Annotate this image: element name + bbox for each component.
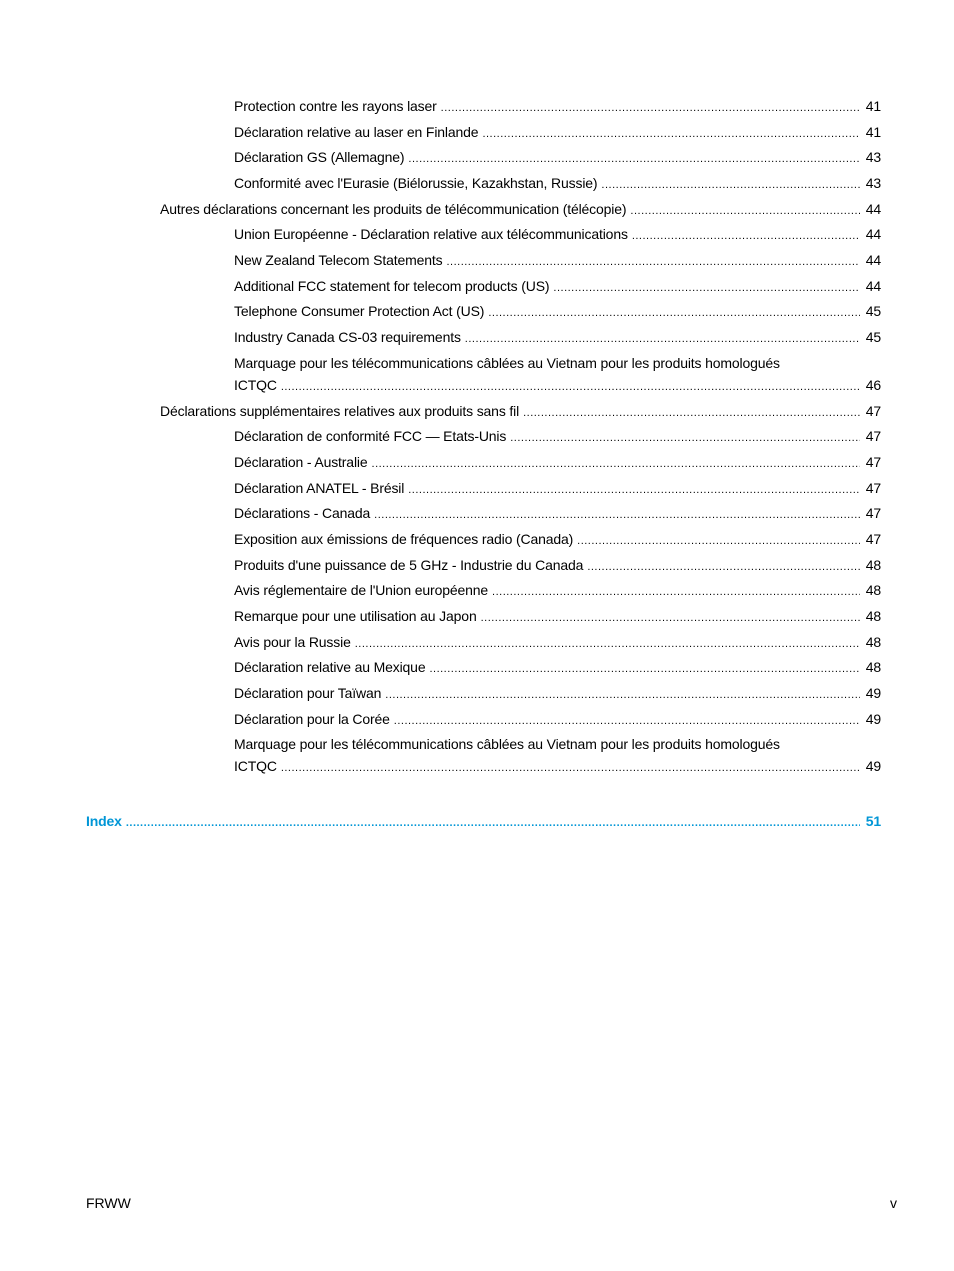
toc-entry-title: Protection contre les rayons laser [234, 98, 437, 114]
toc-entry-title: Avis réglementaire de l'Union européenne [234, 582, 489, 598]
dot-leader [601, 174, 859, 196]
toc-entry-title: Déclarations - Canada [234, 505, 371, 521]
toc-entry[interactable] [234, 425, 881, 449]
dot-leader [465, 328, 860, 350]
toc-entry[interactable] [234, 708, 881, 732]
toc-entry-title: Telephone Consumer Protection Act (US) [234, 303, 485, 319]
toc-entry[interactable] [234, 528, 881, 552]
dot-leader [408, 479, 859, 501]
dot-leader [374, 504, 860, 526]
toc-entry-title: Déclaration GS (Allemagne) [234, 149, 405, 165]
toc-entry-title: Conformité avec l'Eurasie (Biélorussie, Kazakhstan, Russie) [234, 175, 598, 191]
toc-entry[interactable] [234, 605, 881, 629]
dot-leader [372, 453, 860, 475]
dot-leader [408, 148, 859, 170]
toc-entry-title: Déclaration ANATEL - Brésil [234, 480, 405, 496]
dot-leader [281, 376, 860, 398]
toc-entry-page: 48 [865, 634, 881, 650]
dot-leader [488, 302, 859, 324]
toc-entry-page: 46 [865, 377, 881, 393]
toc-entry-page: 47 [865, 454, 881, 470]
toc-index-link[interactable] [86, 810, 881, 834]
toc-entry-title: Déclaration pour la Corée [234, 711, 390, 727]
toc-entry-page: 44 [865, 252, 881, 268]
dot-leader [492, 581, 860, 603]
toc-entry[interactable] [234, 451, 881, 475]
dot-leader [587, 556, 859, 578]
toc-entry-page: 44 [865, 278, 881, 294]
toc-entry-page: 44 [865, 201, 881, 217]
toc-entry-title: Union Européenne - Déclaration relative aux télécommunications [234, 226, 628, 242]
toc-entry-page: 44 [865, 226, 881, 242]
toc-entry-title: Index [86, 813, 122, 829]
toc-entry-title: Produits d'une puissance de 5 GHz - Industrie du Canada [234, 557, 584, 573]
toc-entry[interactable] [234, 554, 881, 578]
toc-entry-title: Additional FCC statement for telecom products (US) [234, 278, 550, 294]
dot-leader [481, 607, 860, 629]
toc-entry-page: 41 [865, 98, 881, 114]
dot-leader [441, 97, 860, 119]
toc-entry-title-line2: ICTQC [234, 377, 277, 393]
toc-entry[interactable] [234, 326, 881, 350]
toc-entry[interactable] [234, 631, 881, 655]
toc-entry-page: 48 [865, 659, 881, 675]
toc-entry-title: Déclaration de conformité FCC — Etats-Unis [234, 428, 507, 444]
toc-entry-title: Déclaration pour Taïwan [234, 685, 382, 701]
toc-entry[interactable] [234, 275, 881, 299]
toc-entry-page: 45 [865, 303, 881, 319]
toc-entry-page: 45 [865, 329, 881, 345]
toc-entry-page: 49 [865, 758, 881, 774]
dot-leader [429, 658, 859, 680]
toc-entry[interactable] [234, 249, 881, 273]
toc-entry[interactable] [234, 300, 881, 324]
toc-entry-title: Déclarations supplémentaires relatives aux produits sans fil [160, 403, 520, 419]
toc-entry-title: New Zealand Telecom Statements [234, 252, 443, 268]
toc-section-entry[interactable] [160, 400, 881, 424]
dot-leader [385, 684, 859, 706]
toc-entry[interactable] [234, 733, 881, 779]
toc-entry-title: Autres déclarations concernant les produits de télécommunication (télécopie) [160, 201, 627, 217]
toc-entry-page: 41 [865, 124, 881, 140]
toc-entry-page: 43 [865, 149, 881, 165]
toc-entry-title: Industry Canada CS-03 requirements [234, 329, 461, 345]
toc-entry-page: 48 [865, 608, 881, 624]
toc-entry-title: Déclaration relative au laser en Finlande [234, 124, 479, 140]
toc-entry[interactable] [234, 146, 881, 170]
toc-entry[interactable] [234, 121, 881, 145]
toc-entry-page: 49 [865, 685, 881, 701]
dot-leader [355, 633, 860, 655]
toc-entry[interactable] [234, 656, 881, 680]
toc-entry-page: 47 [865, 403, 881, 419]
toc-entry[interactable] [234, 223, 881, 247]
dot-leader [126, 812, 860, 834]
toc-entry-page: 47 [865, 480, 881, 496]
toc-entry-page: 48 [865, 557, 881, 573]
dot-leader [553, 277, 859, 299]
dot-leader [394, 710, 860, 732]
dot-leader [577, 530, 860, 552]
dot-leader [523, 402, 860, 424]
dot-leader [632, 225, 860, 247]
toc-entry-page: 48 [865, 582, 881, 598]
toc-entry-title: Avis pour la Russie [234, 634, 351, 650]
toc-entry-title: Remarque pour une utilisation au Japon [234, 608, 477, 624]
footer-doc-code: FRWW [86, 1195, 131, 1211]
dot-leader [482, 123, 859, 145]
toc-entry-title: Exposition aux émissions de fréquences radio (Canada) [234, 531, 574, 547]
toc-entry[interactable] [234, 579, 881, 603]
toc-entry[interactable] [234, 172, 881, 196]
dot-leader [281, 757, 860, 779]
dot-leader [446, 251, 859, 273]
toc-entry-title-line2: ICTQC [234, 758, 277, 774]
toc-section-entry[interactable] [160, 198, 881, 222]
footer-page-number: v [890, 1195, 897, 1211]
toc-entry[interactable] [234, 477, 881, 501]
toc-entry[interactable] [234, 502, 881, 526]
toc-entry-page: 47 [865, 531, 881, 547]
toc-entry-page: 51 [865, 813, 881, 829]
toc-entry-page: 47 [865, 428, 881, 444]
toc-entry-page: 43 [865, 175, 881, 191]
toc-entry[interactable] [234, 95, 881, 119]
toc-entry-page: 47 [865, 505, 881, 521]
dot-leader [510, 427, 859, 449]
toc-entry-page: 49 [865, 711, 881, 727]
toc-entry-title-line1: Marquage pour les télécommunications câblées au Vietnam pour les produits homologués [234, 355, 780, 371]
toc-entry-title: Déclaration relative au Mexique [234, 659, 426, 675]
toc-entry[interactable] [234, 352, 881, 398]
dot-leader [630, 200, 859, 222]
toc-entry[interactable] [234, 682, 881, 706]
toc-entry-title: Déclaration - Australie [234, 454, 368, 470]
toc-entry-title-line1: Marquage pour les télécommunications câblées au Vietnam pour les produits homologués [234, 736, 780, 752]
